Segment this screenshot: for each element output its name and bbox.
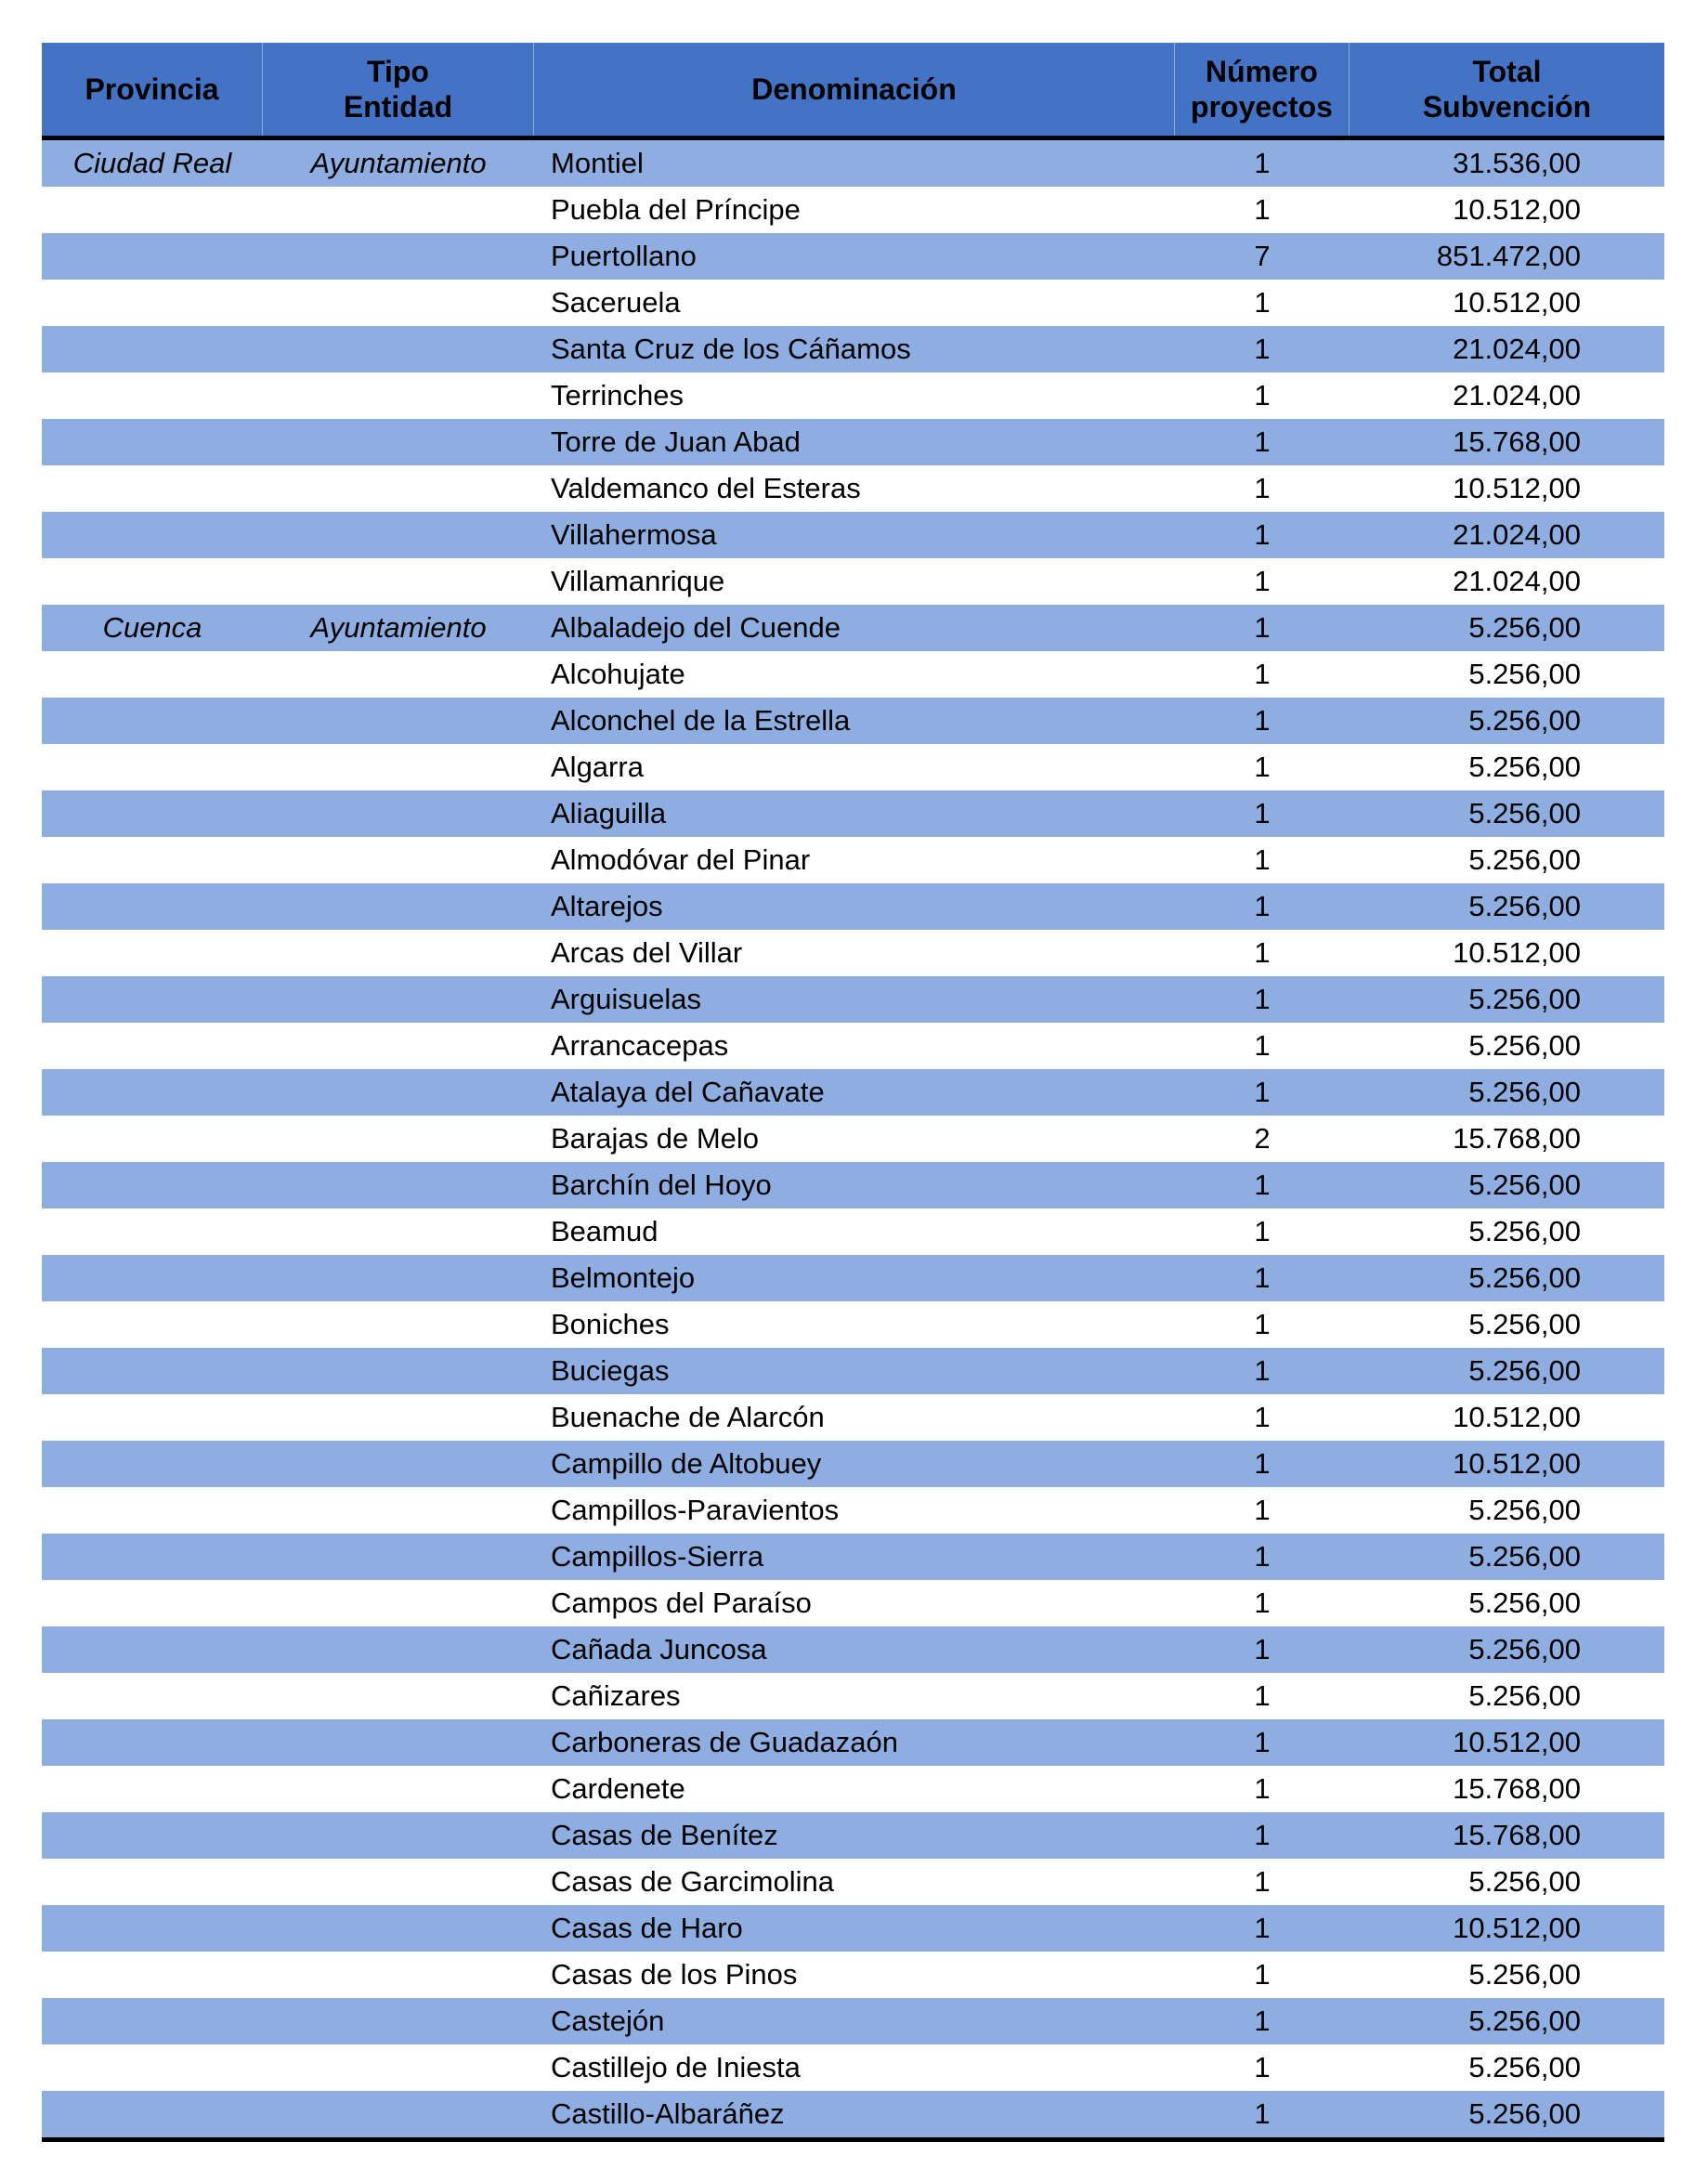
cell-denominacion: Puertollano [551,240,697,272]
cell-numero-proyectos: 1 [1254,193,1271,226]
table-row [42,744,1664,790]
header-tipo-entidad: Tipo Entidad [263,43,534,136]
cell-denominacion: Buenache de Alarcón [551,1401,825,1433]
cell-total-subvencion: 5.256,00 [1468,1494,1581,1526]
cell-denominacion: Castejón [551,2005,665,2037]
cell-numero-proyectos: 1 [1254,565,1271,597]
cell-numero-proyectos: 1 [1254,611,1271,644]
cell-denominacion: Casas de Benítez [551,1819,778,1851]
cell-total-subvencion: 10.512,00 [1453,193,1581,226]
table-row [42,558,1664,605]
cell-numero-proyectos: 1 [1254,843,1271,876]
table-row [42,1673,1664,1719]
cell-numero-proyectos: 1 [1254,518,1271,551]
table-row [42,1116,1664,1162]
cell-numero-proyectos: 1 [1254,1308,1271,1340]
cell-numero-proyectos: 1 [1254,751,1271,783]
cell-numero-proyectos: 1 [1254,1772,1271,1805]
table-row [42,790,1664,837]
table-row [42,233,1664,280]
cell-total-subvencion: 21.024,00 [1453,518,1581,551]
table-row [42,1719,1664,1766]
cell-denominacion: Montiel [551,147,644,179]
cell-total-subvencion: 5.256,00 [1468,1076,1581,1108]
table-row [42,326,1664,372]
table-row [42,140,1664,187]
table-row [42,651,1664,698]
cell-denominacion: Beamud [551,1215,658,1247]
cell-denominacion: Campillo de Altobuey [551,1447,822,1480]
cell-denominacion: Altarejos [551,890,663,922]
table-row [42,883,1664,930]
cell-total-subvencion: 5.256,00 [1468,1865,1581,1898]
cell-denominacion: Cardenete [551,1772,685,1805]
table-row [42,837,1664,883]
cell-denominacion: Casas de los Pinos [551,1958,798,1991]
cell-numero-proyectos: 1 [1254,1633,1271,1665]
cell-total-subvencion: 5.256,00 [1468,890,1581,922]
cell-total-subvencion: 21.024,00 [1453,333,1581,365]
cell-denominacion: Villamanrique [551,565,725,597]
table-row [42,1905,1664,1952]
cell-total-subvencion: 15.768,00 [1453,1122,1581,1155]
table-row [42,1859,1664,1905]
cell-denominacion: Valdemanco del Esteras [551,472,861,504]
cell-total-subvencion: 5.256,00 [1468,2051,1581,2083]
cell-numero-proyectos: 2 [1254,1122,1271,1155]
cell-numero-proyectos: 1 [1254,1354,1271,1387]
cell-denominacion: Buciegas [551,1354,670,1387]
table-row [42,419,1664,465]
table-row [42,930,1664,976]
cell-denominacion: Belmontejo [551,1261,696,1294]
cell-numero-proyectos: 1 [1254,1076,1271,1108]
table-row [42,187,1664,233]
table-header [42,43,1664,140]
cell-numero-proyectos: 1 [1254,983,1271,1015]
header-numero-proyectos: Número proyectos [1175,43,1349,136]
table-row [42,1998,1664,2044]
cell-denominacion: Barajas de Melo [551,1122,760,1155]
cell-denominacion: Carboneras de Guadazaón [551,1726,898,1758]
cell-total-subvencion: 5.256,00 [1468,1261,1581,1294]
cell-denominacion: Campillos-Paravientos [551,1494,840,1526]
cell-denominacion: Arguisuelas [551,983,701,1015]
cell-total-subvencion: 15.768,00 [1453,1772,1581,1805]
cell-denominacion: Cañizares [551,1679,681,1712]
cell-total-subvencion: 5.256,00 [1468,704,1581,737]
cell-total-subvencion: 5.256,00 [1468,1587,1581,1619]
table-row [42,1023,1664,1069]
cell-numero-proyectos: 1 [1254,2097,1271,2130]
table-row [42,1952,1664,1998]
cell-denominacion: Saceruela [551,286,681,319]
table-row [42,2044,1664,2091]
cell-total-subvencion: 10.512,00 [1453,1447,1581,1480]
table-row [42,1348,1664,1394]
cell-total-subvencion: 5.256,00 [1468,1633,1581,1665]
cell-numero-proyectos: 1 [1254,2051,1271,2083]
cell-total-subvencion: 10.512,00 [1453,472,1581,504]
cell-denominacion: Albaladejo del Cuende [551,611,841,644]
cell-provincia: Ciudad Real [72,147,232,179]
cell-denominacion: Almodóvar del Pinar [551,843,811,876]
cell-denominacion: Puebla del Príncipe [551,193,801,226]
cell-numero-proyectos: 1 [1254,936,1271,969]
cell-total-subvencion: 10.512,00 [1453,1401,1581,1433]
table-body [42,140,1664,2137]
cell-numero-proyectos: 1 [1254,472,1271,504]
cell-total-subvencion: 5.256,00 [1468,1679,1581,1712]
cell-total-subvencion: 31.536,00 [1453,147,1581,179]
cell-total-subvencion: 10.512,00 [1453,1912,1581,1944]
cell-total-subvencion: 5.256,00 [1468,1029,1581,1062]
table-row [42,2091,1664,2137]
cell-total-subvencion: 851.472,00 [1436,240,1581,272]
cell-numero-proyectos: 1 [1254,1726,1271,1758]
cell-numero-proyectos: 1 [1254,1215,1271,1247]
cell-denominacion: Alcohujate [551,658,685,690]
cell-numero-proyectos: 1 [1254,1169,1271,1201]
cell-numero-proyectos: 1 [1254,147,1271,179]
cell-total-subvencion: 5.256,00 [1468,1308,1581,1340]
cell-total-subvencion: 5.256,00 [1468,611,1581,644]
cell-denominacion: Casas de Haro [551,1912,743,1944]
table-row [42,1812,1664,1859]
table-bottom-rule [42,2137,1664,2142]
cell-total-subvencion: 5.256,00 [1468,2097,1581,2130]
cell-numero-proyectos: 1 [1254,2005,1271,2037]
cell-denominacion: Villahermosa [551,518,717,551]
table-row [42,512,1664,558]
cell-numero-proyectos: 1 [1254,1819,1271,1851]
cell-tipo-entidad: Ayuntamiento [310,611,487,644]
cell-denominacion: Cañada Juncosa [551,1633,767,1665]
cell-total-subvencion: 5.256,00 [1468,1540,1581,1573]
cell-numero-proyectos: 1 [1254,1447,1271,1480]
table-row [42,1162,1664,1208]
cell-numero-proyectos: 1 [1254,890,1271,922]
cell-numero-proyectos: 1 [1254,1261,1271,1294]
cell-total-subvencion: 5.256,00 [1468,658,1581,690]
cell-numero-proyectos: 1 [1254,379,1271,411]
cell-denominacion: Arrancacepas [551,1029,729,1062]
header-denominacion: Denominación [534,43,1175,136]
cell-total-subvencion: 10.512,00 [1453,936,1581,969]
cell-total-subvencion: 5.256,00 [1468,843,1581,876]
cell-denominacion: Boniches [551,1308,670,1340]
table-row [42,605,1664,651]
table-row [42,698,1664,744]
cell-total-subvencion: 5.256,00 [1468,751,1581,783]
cell-numero-proyectos: 1 [1254,425,1271,458]
table-row [42,1580,1664,1626]
cell-denominacion: Alconchel de la Estrella [551,704,851,737]
table-row [42,1766,1664,1812]
cell-tipo-entidad: Ayuntamiento [310,147,487,179]
table-row [42,1394,1664,1441]
cell-total-subvencion: 15.768,00 [1453,1819,1581,1851]
header-total-subvencion: Total Subvención [1422,55,1592,124]
table-row [42,1626,1664,1673]
cell-numero-proyectos: 1 [1254,797,1271,829]
table-row [42,1534,1664,1580]
cell-numero-proyectos: 1 [1254,286,1271,319]
cell-numero-proyectos: 1 [1254,333,1271,365]
table-row [42,280,1664,326]
cell-numero-proyectos: 1 [1254,1587,1271,1619]
cell-provincia: Cuenca [102,611,202,644]
cell-numero-proyectos: 1 [1254,1958,1271,1991]
cell-denominacion: Torre de Juan Abad [551,425,801,458]
table-row [42,372,1664,419]
cell-total-subvencion: 10.512,00 [1453,286,1581,319]
cell-numero-proyectos: 1 [1254,1401,1271,1433]
cell-total-subvencion: 5.256,00 [1468,2005,1581,2037]
cell-total-subvencion: 21.024,00 [1453,379,1581,411]
cell-total-subvencion: 5.256,00 [1468,797,1581,829]
cell-denominacion: Castillo-Albaráñez [551,2097,785,2130]
cell-numero-proyectos: 1 [1254,1679,1271,1712]
cell-total-subvencion: 5.256,00 [1468,1169,1581,1201]
cell-numero-proyectos: 1 [1254,1912,1271,1944]
cell-denominacion: Campos del Paraíso [551,1587,812,1619]
cell-numero-proyectos: 1 [1254,1494,1271,1526]
table-row [42,1255,1664,1301]
cell-denominacion: Castillejo de Iniesta [551,2051,801,2083]
cell-numero-proyectos: 1 [1254,1029,1271,1062]
table-row [42,1069,1664,1116]
table-row [42,465,1664,512]
cell-numero-proyectos: 1 [1254,1865,1271,1898]
cell-denominacion: Barchín del Hoyo [551,1169,772,1201]
table-row [42,976,1664,1023]
cell-total-subvencion: 10.512,00 [1453,1726,1581,1758]
cell-total-subvencion: 5.256,00 [1468,983,1581,1015]
cell-numero-proyectos: 1 [1254,658,1271,690]
cell-denominacion: Terrinches [551,379,684,411]
cell-denominacion: Aliaguilla [551,797,667,829]
cell-total-subvencion: 5.256,00 [1468,1215,1581,1247]
cell-total-subvencion: 21.024,00 [1453,565,1581,597]
cell-denominacion: Arcas del Villar [551,936,743,969]
cell-denominacion: Atalaya del Cañavate [551,1076,825,1108]
table-row [42,1208,1664,1255]
cell-denominacion: Casas de Garcimolina [551,1865,834,1898]
cell-total-subvencion: 5.256,00 [1468,1958,1581,1991]
header-provincia: Provincia [42,43,263,136]
table-row [42,1301,1664,1348]
subsidy-table [42,43,1664,2142]
cell-numero-proyectos: 1 [1254,1540,1271,1573]
cell-denominacion: Campillos-Sierra [551,1540,764,1573]
cell-total-subvencion: 5.256,00 [1468,1354,1581,1387]
table-row [42,1441,1664,1487]
cell-total-subvencion: 15.768,00 [1453,425,1581,458]
cell-denominacion: Algarra [551,751,644,783]
cell-numero-proyectos: 1 [1254,704,1271,737]
cell-numero-proyectos: 7 [1254,240,1271,272]
cell-denominacion: Santa Cruz de los Cáñamos [551,333,911,365]
table-row [42,1487,1664,1534]
